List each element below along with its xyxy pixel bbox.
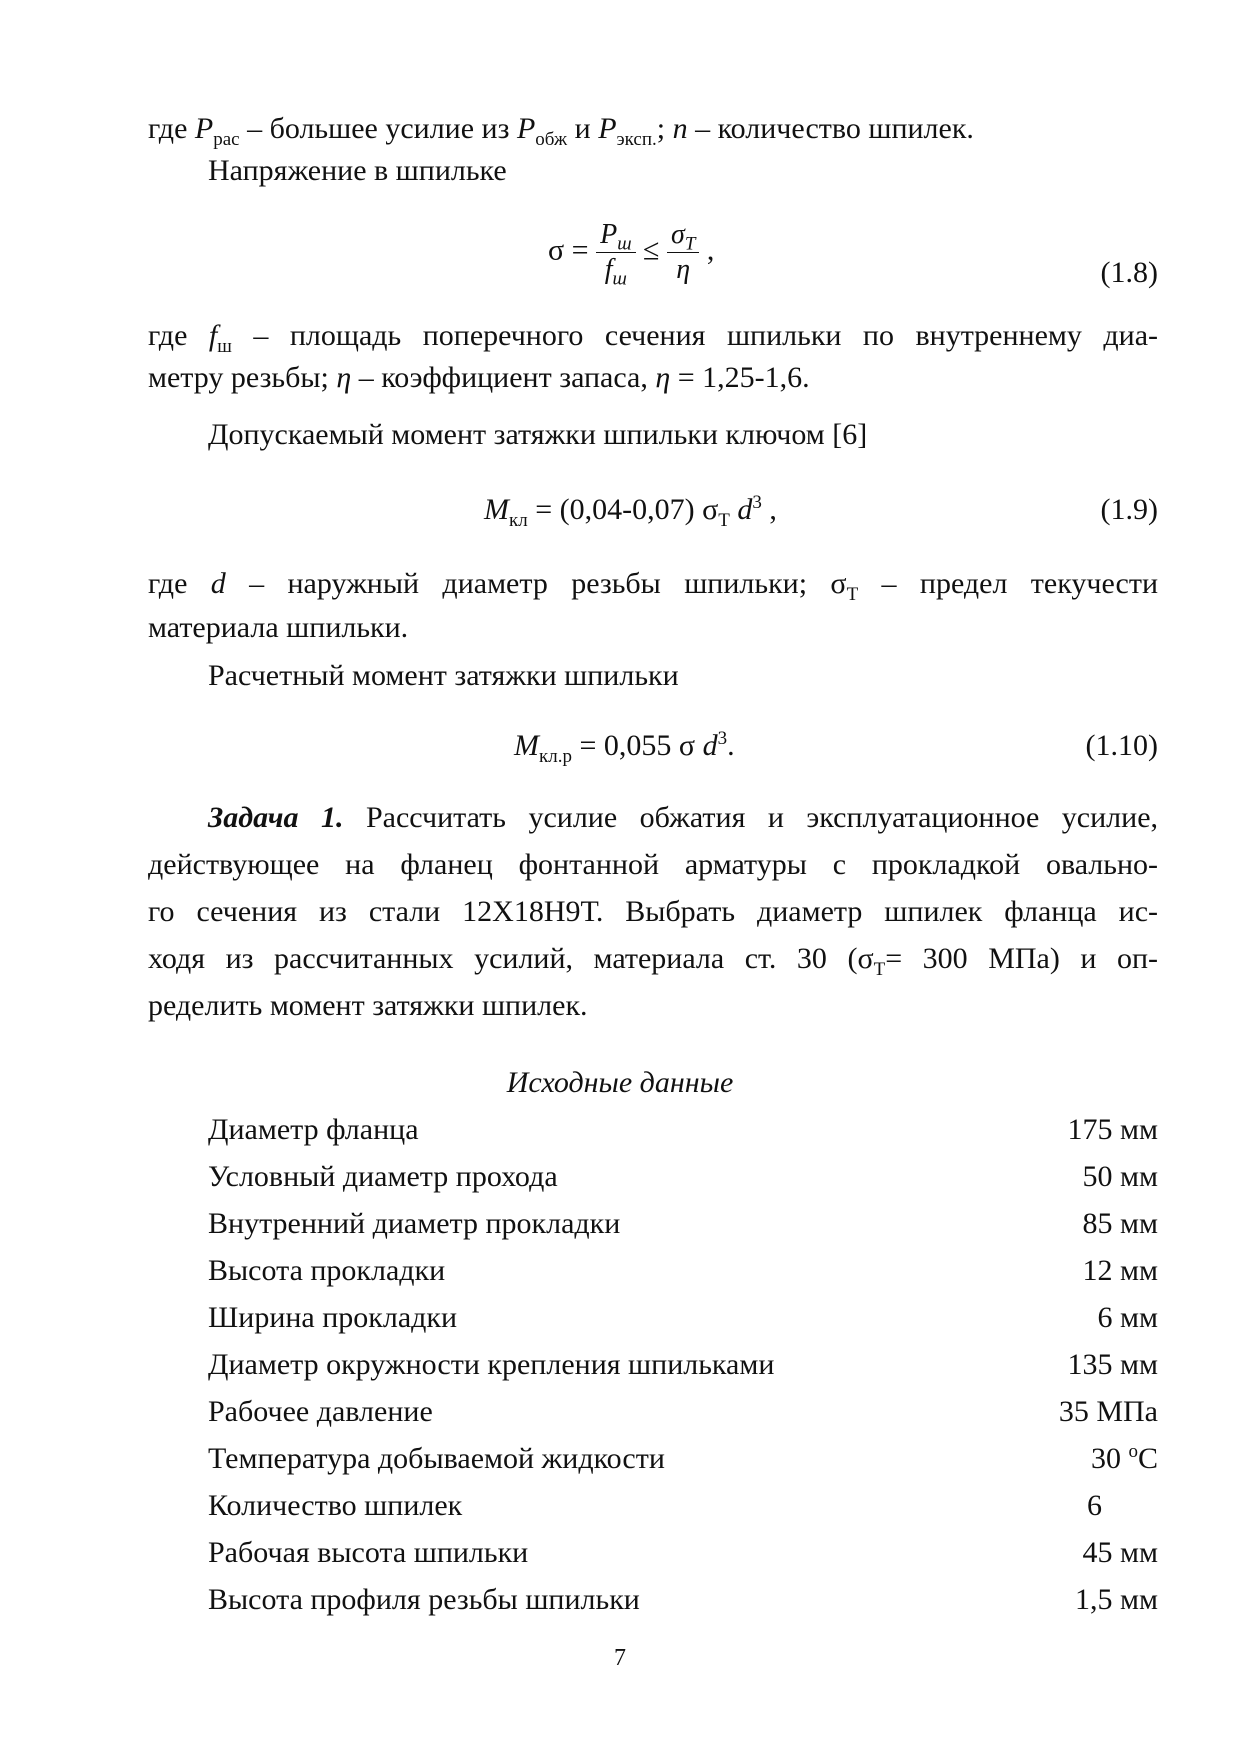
row-label: Диаметр окружности крепления шпильками: [208, 1348, 775, 1381]
symbol-d: d: [737, 493, 753, 526]
text: = (0,04-0,07) σ: [527, 493, 719, 526]
text: где: [148, 567, 211, 600]
row-label: Температура добываемой жидкости: [208, 1442, 665, 1475]
degree-mark: o: [1128, 1441, 1138, 1462]
row-label: Количество шпилек: [208, 1489, 463, 1522]
expl-1-9-line2: материала шпильки.: [148, 611, 409, 644]
stress-heading: Напряжение в шпильке: [208, 154, 507, 187]
symbol-d: d: [702, 729, 718, 762]
expl-1-8-line1: [148, 313, 1158, 359]
subscript: Т: [846, 584, 859, 605]
expl-1-9-line1: [148, 561, 1158, 607]
symbol-eta: η: [676, 254, 691, 285]
subscript: рас: [213, 129, 240, 150]
subscript: обж: [535, 129, 568, 150]
denominator: [672, 253, 694, 287]
subscript: Т: [873, 959, 886, 980]
row-value: 35 МПа: [1058, 1395, 1158, 1428]
task-line5: ределить момент затяжки шпилек.: [148, 989, 588, 1022]
subscript: Т: [718, 510, 730, 531]
value-unit: C: [1137, 1442, 1158, 1475]
equation-1-10: [514, 723, 735, 769]
subscript: кл.р: [539, 746, 572, 767]
numerator: [596, 218, 635, 253]
text: – количество шпилек.: [687, 112, 974, 145]
task-line1: [208, 795, 1158, 841]
row-value: 135 мм: [1067, 1348, 1158, 1381]
text: метру резьбы;: [148, 361, 337, 394]
row-label: Диаметр фланца: [208, 1113, 419, 1146]
subscript: кл: [509, 510, 528, 531]
fraction-P-over-f: [596, 218, 635, 290]
equation-number-1-8: (1.8): [1100, 256, 1158, 289]
data-title: Исходные данные: [506, 1066, 734, 1099]
symbol-n: n: [672, 112, 688, 145]
row-value: 1,5 мм: [1075, 1583, 1158, 1616]
text: ,: [761, 493, 777, 526]
text: Рассчитать усилие обжатия и эксплуатационное усилие,: [343, 801, 1159, 834]
text: где: [148, 319, 209, 352]
page-number: 7: [614, 1645, 626, 1671]
row-label: Высота прокладки: [208, 1254, 446, 1287]
row-label: Внутренний диаметр прокладки: [208, 1207, 621, 1240]
row-value: 175 мм: [1067, 1113, 1158, 1146]
text: – наружный диаметр резьбы шпильки; σ: [225, 567, 847, 600]
row-value: 6: [1087, 1489, 1102, 1522]
equation-number-1-9: (1.9): [1100, 493, 1158, 526]
row-value: 6 мм: [1097, 1301, 1158, 1334]
text: .: [727, 729, 735, 762]
task-title: Задача 1.: [208, 801, 344, 834]
text: где: [148, 112, 195, 145]
row-label: Условный диаметр прохода: [208, 1160, 558, 1193]
row-value: 12 мм: [1082, 1254, 1158, 1287]
symbol-P: P: [600, 219, 618, 250]
symbol-sigma: σ: [671, 219, 685, 250]
row-label: Ширина прокладки: [208, 1301, 458, 1334]
denominator: [601, 253, 631, 290]
calc-heading: Расчетный момент затяжки шпильки: [208, 659, 679, 692]
value-number: 30: [1090, 1442, 1129, 1475]
row-value: [1091, 1436, 1158, 1482]
superscript: 3: [717, 728, 728, 749]
text: – предел текучести: [858, 567, 1159, 600]
task-line4: [148, 936, 1158, 982]
row-label: Рабочая высота шпильки: [208, 1536, 529, 1569]
text: ходя из рассчитанных усилий, материала ст. 30 (σ: [148, 942, 874, 975]
superscript: 3: [752, 492, 762, 513]
row-value: 45 мм: [1082, 1536, 1158, 1569]
le-sign: ≤: [643, 233, 660, 267]
text: = 0,055 σ: [571, 729, 703, 762]
row-label: Рабочее давление: [208, 1395, 433, 1428]
equation-number-1-10: (1.10): [1085, 729, 1158, 762]
task-line3: го сечения из стали 12Х18Н9Т. Выбрать диаметр шпилек фланца ис-: [148, 895, 1158, 928]
symbol-f: f: [208, 319, 218, 352]
symbol-P: P: [194, 112, 214, 145]
expl-1-8-line2: [148, 355, 1158, 401]
symbol-eta: η: [655, 361, 671, 394]
subscript: эксп.: [616, 129, 657, 150]
text: – коэффициент запаса,: [351, 361, 656, 394]
symbol-f: f: [604, 254, 613, 285]
intro-line: [148, 106, 1158, 152]
text: = 300 МПа) и оп-: [885, 942, 1158, 975]
numerator: [667, 218, 699, 253]
fraction-sigma-over-eta: [667, 218, 699, 287]
text: ;: [656, 112, 673, 145]
row-value: 50 мм: [1082, 1160, 1158, 1193]
symbol-eta: η: [336, 361, 352, 394]
symbol-P: P: [516, 112, 536, 145]
symbol-d: d: [210, 567, 226, 600]
row-value: 85 мм: [1082, 1207, 1158, 1240]
task-line2: действующее на фланец фонтанной арматуры с прокладкой овально-: [148, 848, 1158, 881]
subscript: ш: [217, 336, 232, 357]
row-label: Высота профиля резьбы шпильки: [208, 1583, 640, 1616]
text: – площадь поперечного сечения шпильки по внутреннему диа-: [231, 319, 1159, 352]
eq-lhs: σ =: [548, 233, 589, 267]
subscript: T: [684, 233, 696, 255]
subscript: ш: [617, 233, 632, 255]
symbol-M: M: [514, 729, 539, 762]
comma: ,: [706, 233, 715, 267]
equation-1-8: [548, 218, 715, 290]
symbol-M: M: [484, 493, 509, 526]
text: и: [567, 112, 599, 145]
subscript: ш: [612, 268, 627, 290]
text: = 1,25-1,6.: [670, 361, 810, 394]
symbol-P: P: [598, 112, 617, 145]
torque-heading: Допускаемый момент затяжки шпильки ключом [6]: [208, 418, 868, 451]
equation-1-9: [484, 487, 777, 533]
text: – большее усилие из: [239, 112, 517, 145]
